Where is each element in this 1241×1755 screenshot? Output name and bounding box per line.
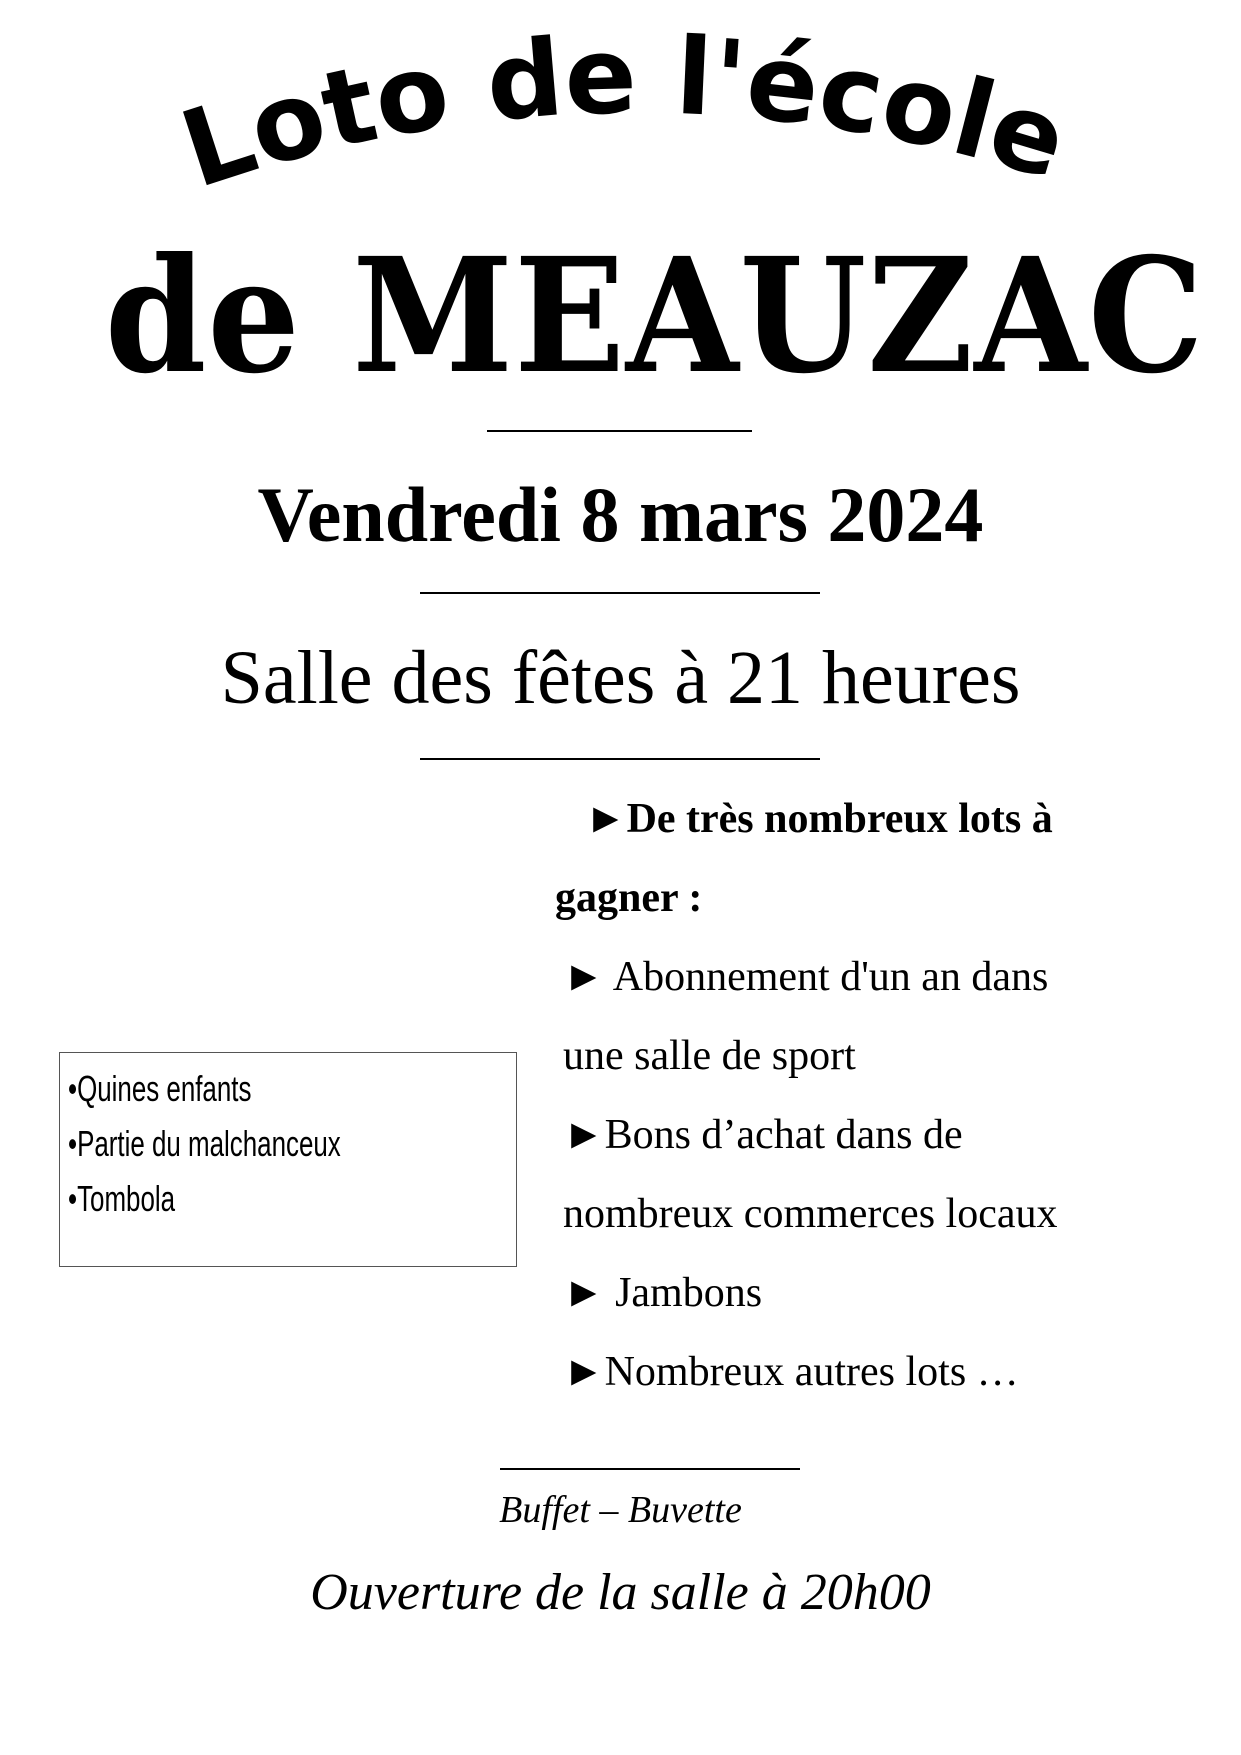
divider-1 [487, 430, 752, 432]
title-main: de MEAUZAC [104, 224, 1205, 409]
prize-line: ►Nombreux autres lots … [563, 1349, 1019, 1395]
prize-line: ► Abonnement d'un an dans [563, 954, 1049, 1000]
opening-time: Ouverture de la salle à 20h00 [310, 1564, 931, 1621]
divider-2 [420, 592, 820, 594]
divider-3 [420, 758, 820, 760]
event-venue: Salle des fêtes à 21 heures [220, 636, 1021, 720]
arched-title [0, 0, 1241, 260]
prize-line: une salle de sport [563, 1033, 856, 1079]
prize-line: nombreux commerces locaux [563, 1191, 1058, 1237]
prize-line: ► Jambons [563, 1270, 763, 1316]
activity-item: •Tombola [68, 1178, 176, 1219]
buffet-text: Buffet – Buvette [499, 1489, 742, 1531]
prizes-heading: ►De très nombreux lots à [585, 796, 1053, 842]
activities-box [59, 1052, 517, 1267]
activity-item: •Quines enfants [68, 1068, 252, 1109]
prize-line: ►Bons d’achat dans de [563, 1112, 963, 1158]
activity-item: •Partie du malchanceux [68, 1123, 341, 1164]
prizes-heading-cont: gagner : [555, 875, 703, 921]
divider-4 [500, 1468, 800, 1470]
prizes-list [555, 780, 1115, 1412]
title-arc-text: Loto de l'école [167, 13, 1080, 212]
event-date: Vendredi 8 mars 2024 [257, 471, 984, 558]
